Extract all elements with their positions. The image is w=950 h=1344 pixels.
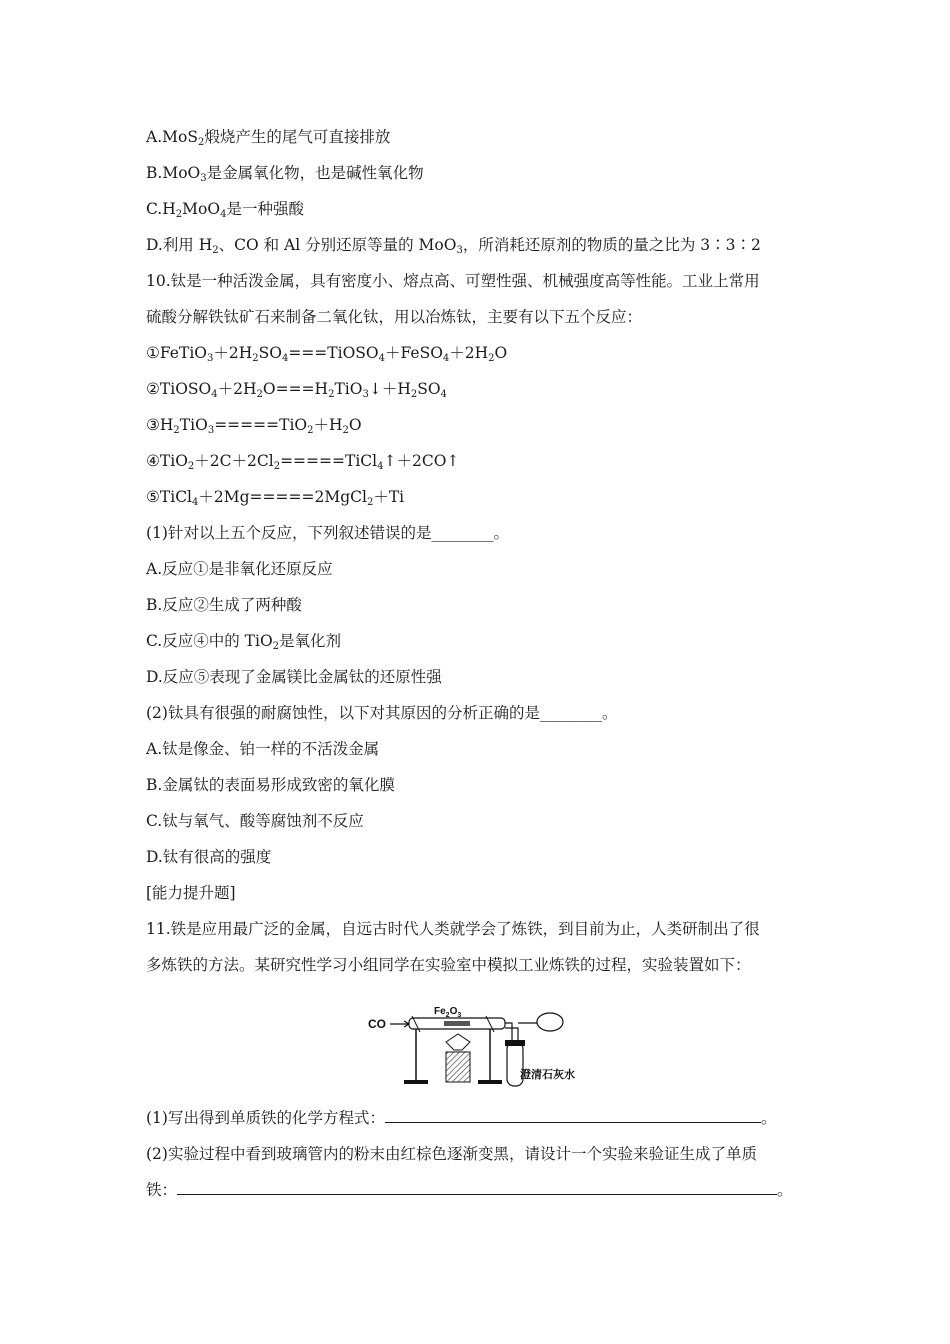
- text-segment: ⑤TiCl: [146, 488, 193, 506]
- text-segment: D.利用 H: [146, 236, 213, 254]
- co-label: CO: [368, 1017, 386, 1031]
- text-line: [146, 811, 364, 831]
- text-line: [146, 703, 617, 723]
- text-segment: A.钛是像金、铂一样的不活泼金属: [146, 740, 380, 758]
- text-segment: ④TiO: [146, 452, 188, 470]
- alcohol-lamp-block: [446, 1052, 470, 1082]
- text-line: [146, 595, 302, 615]
- text-segment: A.反应①是非氧化还原反应: [146, 560, 333, 578]
- text-segment: SO: [417, 380, 441, 398]
- subscript: 2: [410, 389, 418, 400]
- text-segment: ＋Ti: [373, 488, 405, 506]
- text-segment: D.钛有很高的强度: [146, 848, 272, 866]
- subscript: 4: [440, 389, 447, 400]
- text-segment: (2)实验过程中看到玻璃管内的粉末由红棕色逐渐变黑，请设计一个实验来验证生成了单质: [146, 1145, 757, 1163]
- answer-blank[interactable]: [385, 1108, 761, 1123]
- subscript: 4: [281, 353, 289, 364]
- text-segment: B.MoO: [146, 164, 201, 182]
- text-line: [146, 955, 751, 975]
- text-segment: B.金属钛的表面易形成致密的氧化膜: [146, 776, 395, 794]
- subscript: 4: [220, 209, 227, 220]
- subscript: 2: [256, 389, 263, 400]
- subscript: 2: [273, 461, 281, 472]
- text-line: [146, 343, 507, 363]
- text-segment: D.反应⑤表现了金属镁比金属钛的还原性强: [146, 668, 442, 686]
- text-segment: O: [494, 344, 508, 362]
- text-line: [146, 1108, 776, 1128]
- text-line: [146, 235, 761, 255]
- text-segment: SO: [258, 344, 282, 362]
- subscript: 2: [252, 353, 259, 364]
- text-segment: (1)写出得到单质铁的化学方程式：: [146, 1109, 385, 1127]
- text-line: [146, 667, 442, 687]
- text-segment: (1)针对以上五个反应，下列叙述错误的是________。: [146, 524, 509, 542]
- text-segment: ↑＋2CO↑: [383, 452, 460, 470]
- subscript: 4: [377, 461, 384, 472]
- text-segment: 硫酸分解铁钛矿石来制备二氧化钛，用以冶炼钛，主要有以下五个反应：: [146, 308, 643, 326]
- alcohol-lamp-flame-cover: [446, 1034, 470, 1050]
- text-segment: 。: [760, 1109, 777, 1127]
- subscript: 2: [212, 245, 219, 256]
- text-segment: MoO: [182, 200, 221, 218]
- subscript: 2: [307, 425, 314, 436]
- text-line: [146, 523, 509, 543]
- text-line: [146, 451, 459, 471]
- text-segment: ③H: [146, 416, 174, 434]
- text-segment: ＋2H: [213, 344, 253, 362]
- text-segment: ＋2Mg=====2MgCl: [198, 488, 367, 506]
- text-segment: ②TiOSO: [146, 380, 212, 398]
- text-line: [146, 919, 760, 939]
- subscript: 3: [200, 173, 207, 184]
- text-segment: B.反应②生成了两种酸: [146, 596, 302, 614]
- text-segment: A.MoS: [146, 128, 198, 146]
- subscript: 2: [197, 137, 205, 148]
- text-line: [146, 415, 362, 435]
- text-line: [146, 631, 341, 651]
- text-line: [146, 1180, 793, 1200]
- text-segment: ===TiOSO: [288, 344, 379, 362]
- text-segment: (2)钛具有很强的耐腐蚀性，以下对其原因的分析正确的是________。: [146, 704, 618, 722]
- subscript: 2: [328, 389, 335, 400]
- balloon-icon: [537, 1013, 563, 1031]
- subscript: 2: [342, 425, 349, 436]
- text-segment: TiO: [334, 380, 363, 398]
- text-segment: 多炼铁的方法。某研究性学习小组同学在实验室中模拟工业炼铁的过程，实验装置如下：: [146, 956, 751, 974]
- text-line: [146, 127, 390, 147]
- text-segment: O: [348, 416, 362, 434]
- text-line: [146, 847, 271, 867]
- subscript: 2: [173, 425, 180, 436]
- text-segment: ＋2H: [217, 380, 257, 398]
- subscript: 4: [192, 497, 199, 508]
- text-line: [146, 559, 333, 579]
- text-segment: C.钛与氧气、酸等腐蚀剂不反应: [146, 812, 364, 830]
- text-segment: 是氧化剂: [279, 632, 342, 650]
- text-line: [146, 739, 379, 759]
- text-segment: 是金属氧化物，也是碱性氧化物: [206, 164, 424, 182]
- text-segment: 铁：: [146, 1181, 178, 1199]
- test-tube-stopper: [505, 1040, 525, 1046]
- answer-blank[interactable]: [177, 1180, 777, 1195]
- text-segment: TiO: [179, 416, 208, 434]
- text-segment: O===H: [262, 380, 329, 398]
- text-segment: ①FeTiO: [146, 344, 207, 362]
- text-segment: 煅烧产生的尾气可直接排放: [204, 128, 391, 146]
- text-segment: ＋2C＋2Cl: [194, 452, 274, 470]
- text-line: [146, 883, 236, 903]
- text-segment: ＋FeSO: [385, 344, 443, 362]
- text-line: [146, 307, 642, 327]
- subscript: 2: [272, 641, 280, 652]
- text-segment: =====TiO: [214, 416, 308, 434]
- text-segment: C.H: [146, 200, 176, 218]
- text-line: [146, 487, 404, 507]
- text-line: [146, 775, 395, 795]
- text-segment: 、CO 和 Al 分别还原等量的 MoO: [218, 236, 457, 254]
- subscript: 3: [362, 389, 369, 400]
- subscript: 3: [206, 353, 214, 364]
- text-segment: =====TiCl: [280, 452, 378, 470]
- subscript: 4: [211, 389, 218, 400]
- text-segment: C.反应④中的 TiO: [146, 632, 273, 650]
- text-line: [146, 379, 447, 399]
- text-segment: 10.钛是一种活泼金属，具有密度小、熔点高、可塑性强、机械强度高等性能。工业上常用: [146, 272, 760, 290]
- text-segment: ↓＋H: [368, 380, 411, 398]
- text-line: [146, 1144, 757, 1164]
- subscript: 3: [456, 245, 463, 256]
- right-stand-base: [478, 1080, 502, 1084]
- subscript: 2: [488, 353, 495, 364]
- iron-smelting-apparatus-figure: [362, 1002, 592, 1092]
- limewater-label: 澄清石灰水: [520, 1068, 575, 1081]
- text-segment: [能力提升题]: [146, 884, 236, 902]
- text-line: [146, 163, 424, 183]
- subscript: 2: [366, 497, 374, 508]
- subscript: 4: [378, 353, 385, 364]
- fe2o3-label: $Fe_2O_3$: [434, 1006, 462, 1019]
- subscript: 4: [442, 353, 450, 364]
- text-line: [146, 271, 760, 291]
- left-stand-base: [404, 1080, 428, 1084]
- text-segment: ＋2H: [449, 344, 489, 362]
- text-segment: ，所消耗还原剂的物质的量之比为 3∶3∶2: [462, 236, 761, 254]
- text-segment: 是一种强酸: [226, 200, 304, 218]
- text-segment: ＋H: [313, 416, 343, 434]
- subscript: 2: [175, 209, 183, 220]
- fe2o3-powder: [444, 1021, 470, 1026]
- text-segment: 。: [777, 1181, 793, 1199]
- text-segment: 11.铁是应用最广泛的金属，自远古时代人类就学会了炼铁，到目前为止，人类研制出了很: [146, 920, 760, 938]
- text-line: [146, 199, 304, 219]
- subscript: 3: [207, 425, 215, 436]
- subscript: 2: [187, 461, 195, 472]
